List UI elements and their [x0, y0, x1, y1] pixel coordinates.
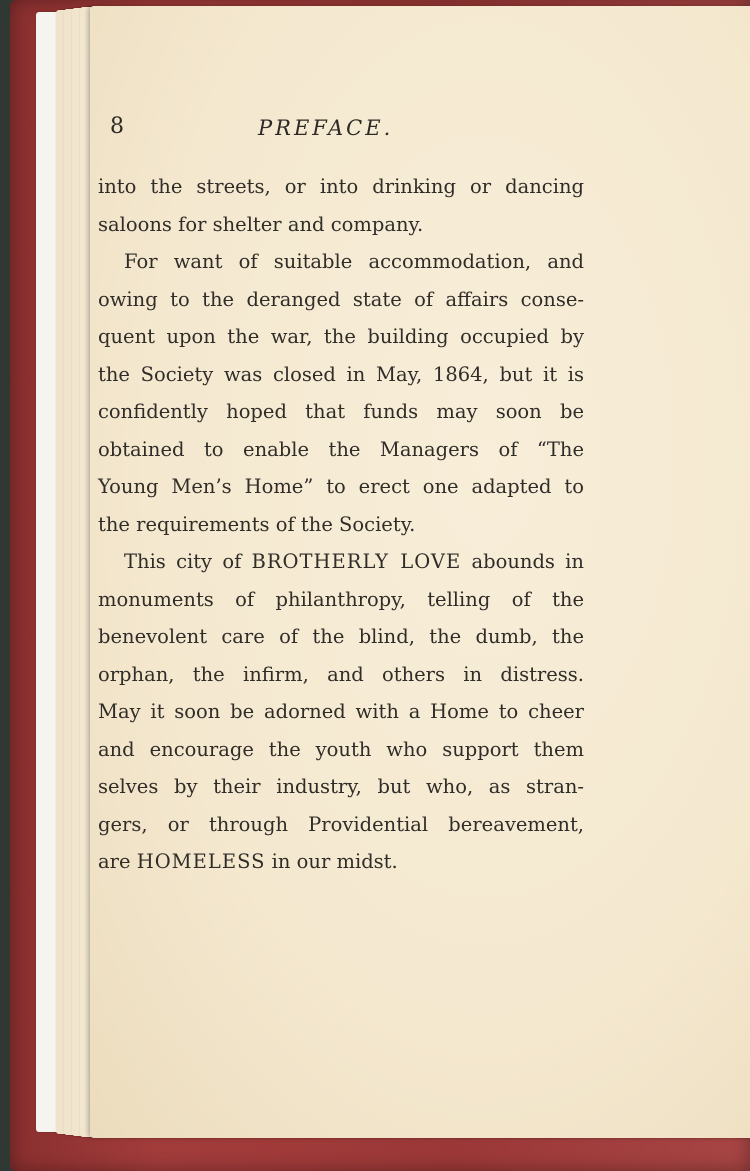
- text-line: the requirements of the Society.: [98, 512, 416, 536]
- text-line: obtained to enable the Managers of “The: [98, 437, 584, 461]
- text-fragment: are: [98, 850, 137, 873]
- text-line: saloons for shelter and company.: [98, 212, 424, 236]
- text-line: gers, or through Providential bereavement,: [98, 812, 584, 836]
- text-line: Young Men’s Home” to erect one adapted to: [98, 475, 584, 498]
- running-head: PREFACE.: [258, 116, 394, 140]
- text-line: the Society was closed in May, 1864, but it is: [98, 362, 584, 386]
- text-line: and encourage the youth who support them: [98, 737, 584, 761]
- text-line: owing to the deranged state of affairs conse-: [98, 287, 584, 311]
- text-line: quent upon the war, the building occupied by: [98, 325, 584, 348]
- page-number: 8: [110, 114, 124, 139]
- text-line: monuments of philanthropy, telling of the: [98, 587, 584, 611]
- text-fragment: in our midst.: [265, 850, 398, 873]
- body-text: [98, 168, 584, 881]
- text-line: May it soon be adorned with a Home to cheer: [98, 700, 584, 723]
- text-fragment: This city of: [124, 550, 252, 573]
- text-line: benevolent care of the blind, the dumb, the: [98, 625, 584, 648]
- text-line: orphan, the infirm, and others in distress.: [98, 662, 584, 686]
- small-caps-phrase: HOMELESS: [136, 850, 266, 873]
- text-line-mixed: [98, 843, 584, 881]
- text-line: into the streets, or into drinking or dancing: [98, 175, 584, 198]
- text-line: selves by their industry, but who, as stran-: [98, 775, 584, 798]
- text-fragment: abounds in: [461, 550, 584, 573]
- text-line: confidently hoped that funds may soon be: [98, 400, 584, 423]
- page-header: [110, 112, 550, 152]
- text-line: For want of suitable accommodation, and: [124, 250, 584, 273]
- text-line-mixed: [98, 543, 584, 581]
- small-caps-phrase: BROTHERLY LOVE: [251, 550, 462, 573]
